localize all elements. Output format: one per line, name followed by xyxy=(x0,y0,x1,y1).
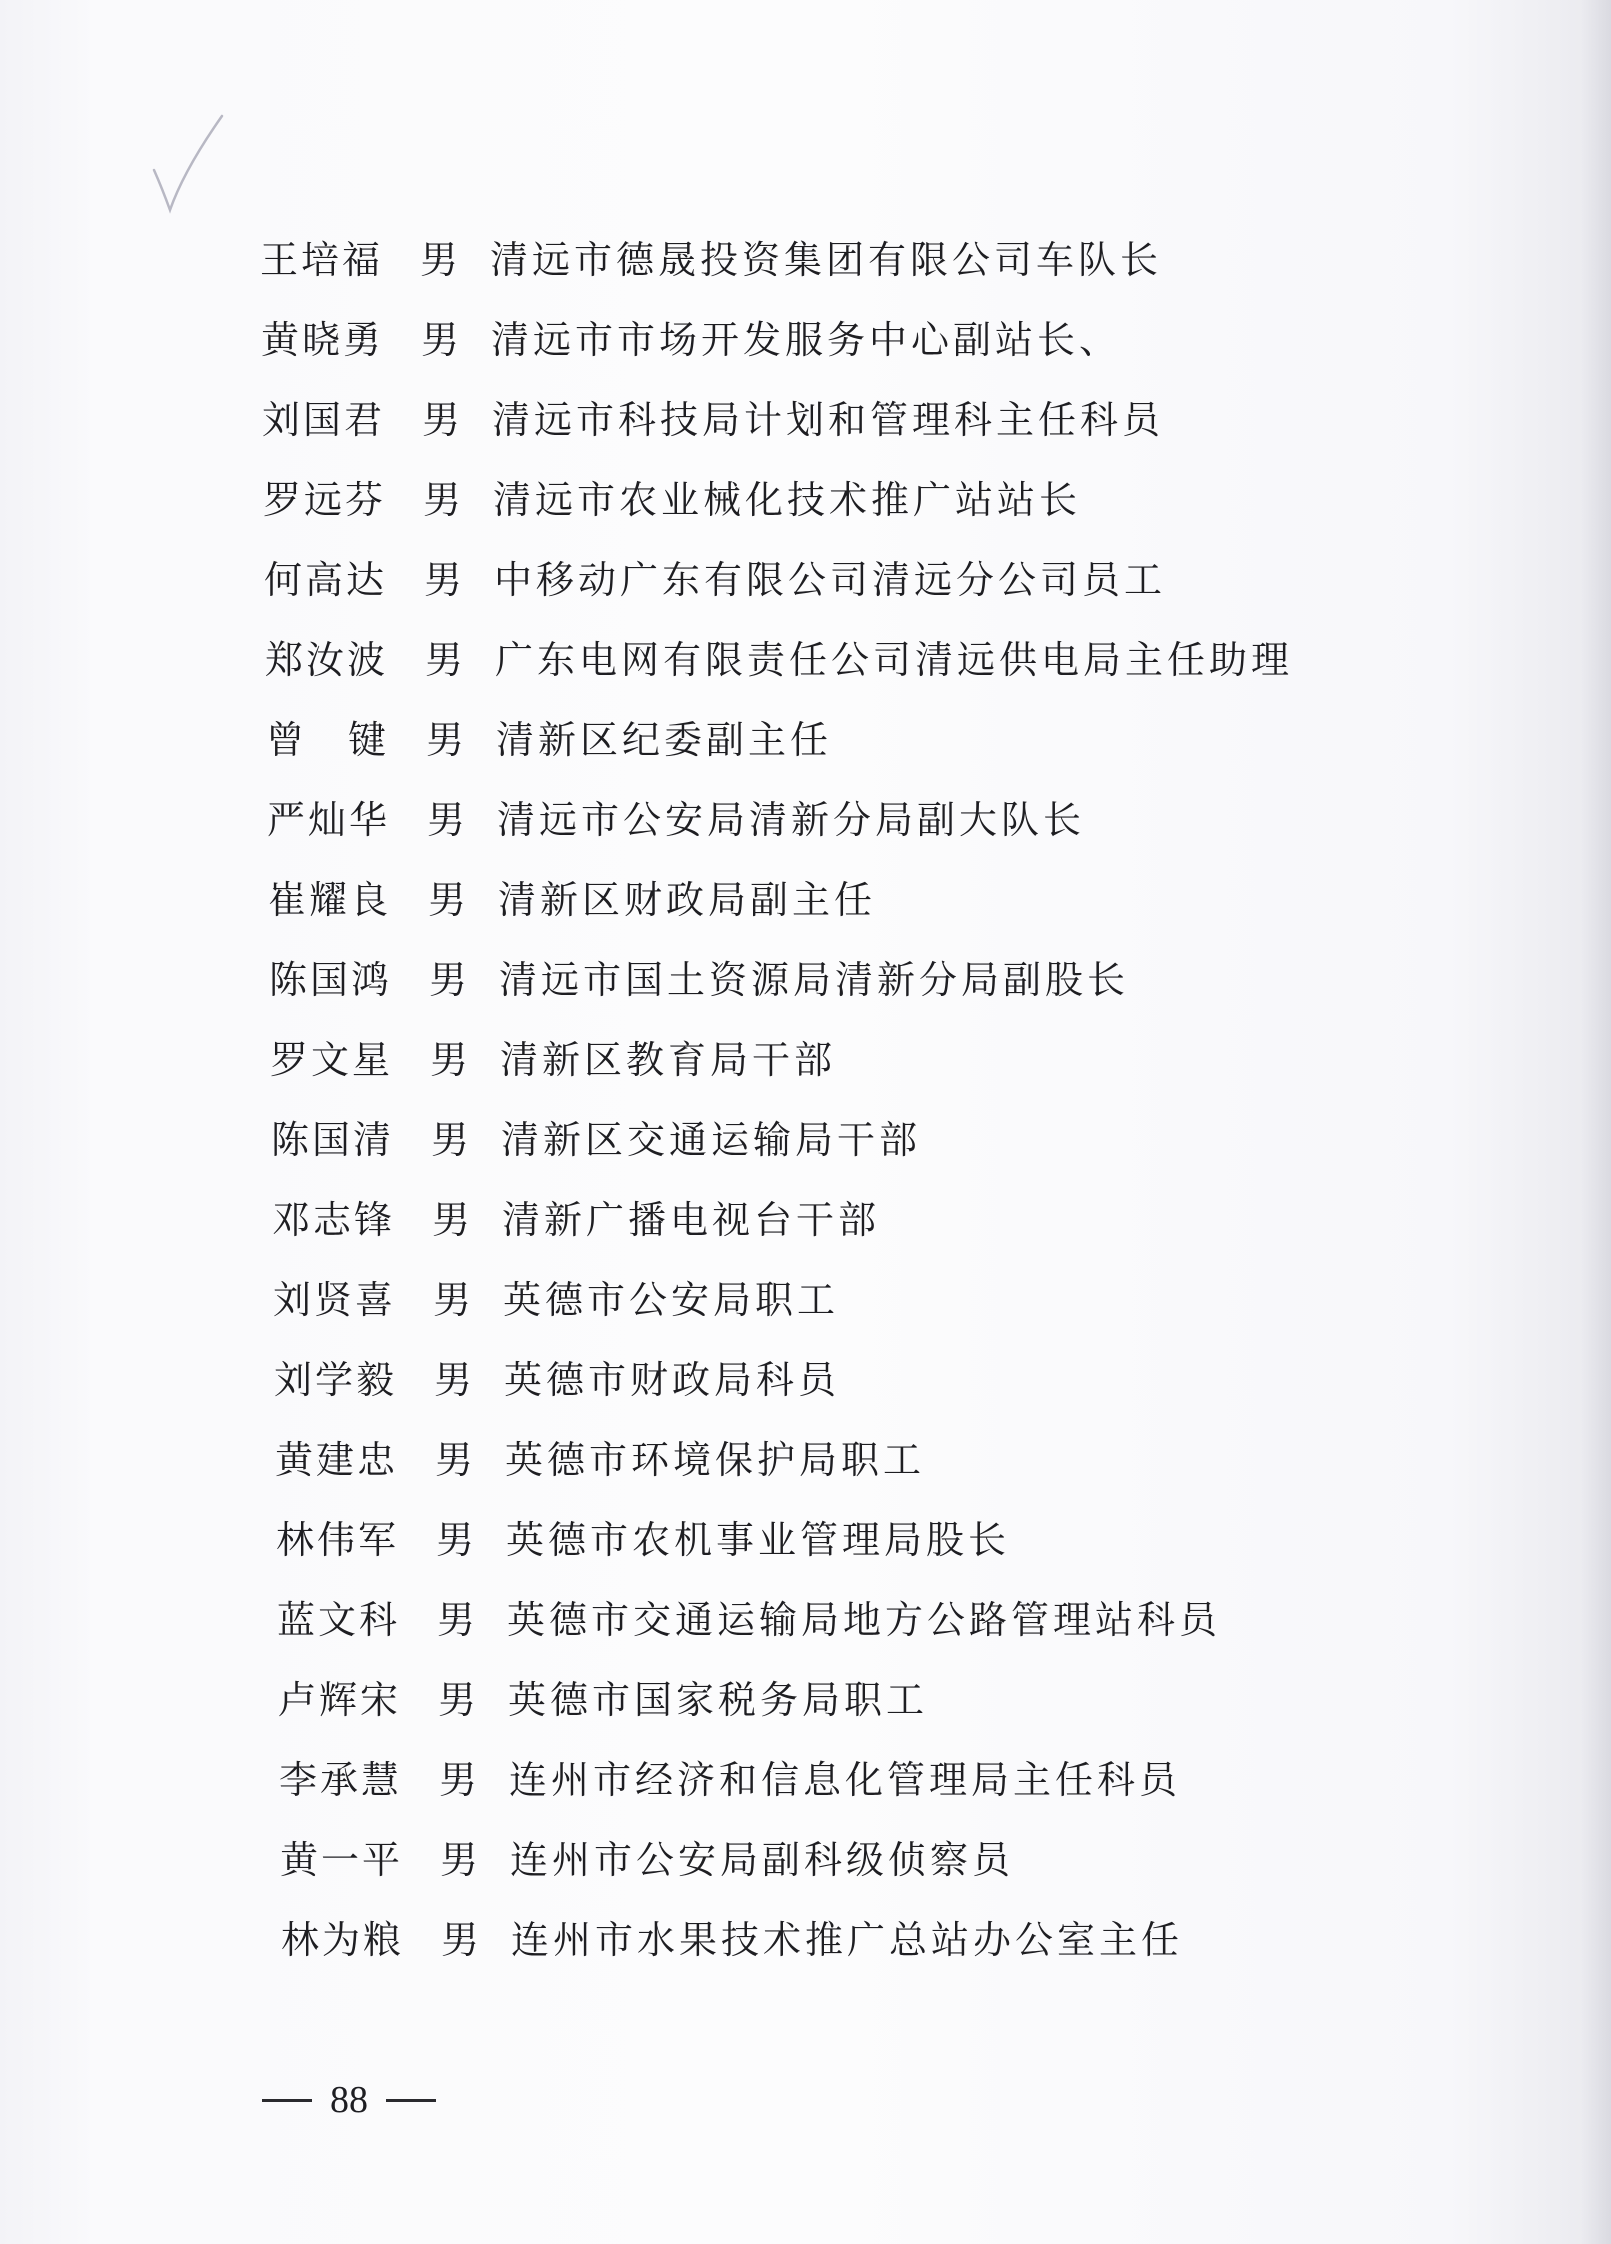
footer-dash-right xyxy=(386,2099,436,2102)
page-number: 88 xyxy=(330,2079,368,2121)
person-name: 黄一平 xyxy=(280,1837,400,1882)
person-position: 连州市经济和信息化管理局主任科员 xyxy=(509,1757,1182,1802)
person-position: 清新区纪委副主任 xyxy=(496,717,833,762)
person-gender: 男 xyxy=(433,1277,472,1322)
person-gender: 男 xyxy=(420,237,459,282)
person-position: 英德市国家税务局职工 xyxy=(508,1677,929,1722)
roster-entry xyxy=(280,1826,1014,1886)
person-gender: 男 xyxy=(424,557,463,602)
person-gender: 男 xyxy=(425,637,464,682)
person-position: 英德市公安局职工 xyxy=(503,1277,840,1322)
person-position: 英德市财政局科员 xyxy=(504,1357,841,1402)
person-position: 中移动广东有限公司清远分公司员工 xyxy=(494,557,1167,602)
person-gender: 男 xyxy=(421,317,460,362)
person-name: 王培福 xyxy=(260,237,380,282)
person-gender: 男 xyxy=(428,877,467,922)
person-position: 连州市公安局副科级侦察员 xyxy=(510,1837,1015,1882)
person-gender: 男 xyxy=(437,1597,476,1642)
roster-entry xyxy=(279,1746,1181,1806)
roster-entry xyxy=(264,546,1166,606)
person-position: 广东电网有限责任公司清远供电局主任助理 xyxy=(495,637,1294,682)
person-gender: 男 xyxy=(441,1917,480,1962)
person-gender: 男 xyxy=(438,1677,477,1722)
person-name: 何高达 xyxy=(264,557,384,602)
person-name: 曾 键 xyxy=(266,717,386,762)
person-gender: 男 xyxy=(423,477,462,522)
person-position: 清远市公安局清新分局副大队长 xyxy=(497,797,1086,842)
person-position: 清新广播电视台干部 xyxy=(502,1197,881,1242)
person-position: 清新区交通运输局干部 xyxy=(501,1117,922,1162)
person-position: 清远市农业械化技术推广站站长 xyxy=(493,477,1082,522)
person-name: 郑汝波 xyxy=(265,637,385,682)
person-position: 清新区教育局干部 xyxy=(500,1037,837,1082)
person-gender: 男 xyxy=(427,797,466,842)
person-name: 蓝文科 xyxy=(277,1597,397,1642)
person-name: 陈国清 xyxy=(271,1117,391,1162)
person-gender: 男 xyxy=(422,397,461,442)
person-position: 清远市市场开发服务中心副站长、 xyxy=(491,317,1122,362)
person-gender: 男 xyxy=(430,1037,469,1082)
roster-entry xyxy=(281,1906,1183,1966)
roster-entry xyxy=(274,1346,840,1406)
roster-entry xyxy=(270,1026,836,1086)
person-position: 英德市交通运输局地方公路管理站科员 xyxy=(507,1597,1222,1642)
roster-entry xyxy=(266,706,832,766)
roster-entry xyxy=(271,1106,921,1166)
roster-entry xyxy=(261,306,1121,366)
person-position: 清远市科技局计划和管理科主任科员 xyxy=(492,397,1165,442)
roster-entry xyxy=(265,626,1293,686)
roster-entry xyxy=(276,1506,1010,1566)
roster-entry xyxy=(267,786,1085,846)
roster-entry xyxy=(268,866,876,926)
person-name: 严灿华 xyxy=(267,797,387,842)
person-position: 清远市国土资源局清新分局副股长 xyxy=(499,957,1130,1002)
person-position: 清新区财政局副主任 xyxy=(498,877,877,922)
roster-entry xyxy=(277,1586,1221,1646)
roster-entry xyxy=(269,946,1129,1006)
person-name: 刘国君 xyxy=(262,397,382,442)
footer-dash-left xyxy=(262,2099,312,2102)
person-name: 林伟军 xyxy=(276,1517,396,1562)
roster-entry xyxy=(262,386,1164,446)
person-gender: 男 xyxy=(436,1517,475,1562)
person-name: 刘贤喜 xyxy=(273,1277,393,1322)
person-name: 林为粮 xyxy=(281,1917,401,1962)
person-gender: 男 xyxy=(435,1437,474,1482)
person-gender: 男 xyxy=(440,1837,479,1882)
person-name: 刘学毅 xyxy=(274,1357,394,1402)
roster-entry xyxy=(273,1266,839,1326)
roster-entry xyxy=(263,466,1081,526)
person-position: 英德市农机事业管理局股长 xyxy=(506,1517,1011,1562)
person-gender: 男 xyxy=(432,1197,471,1242)
roster-entry xyxy=(260,226,1162,286)
person-name: 黄建忠 xyxy=(275,1437,395,1482)
person-name: 卢辉宋 xyxy=(278,1677,398,1722)
roster-entry xyxy=(272,1186,880,1246)
person-position: 清远市德晟投资集团有限公司车队长 xyxy=(490,237,1163,282)
person-gender: 男 xyxy=(439,1757,478,1802)
person-name: 罗文星 xyxy=(270,1037,390,1082)
page-footer xyxy=(262,2070,436,2130)
person-gender: 男 xyxy=(426,717,465,762)
person-name: 黄晓勇 xyxy=(261,317,381,362)
person-position: 英德市环境保护局职工 xyxy=(505,1437,926,1482)
person-gender: 男 xyxy=(429,957,468,1002)
person-name: 陈国鸿 xyxy=(269,957,389,1002)
roster-entry xyxy=(278,1666,928,1726)
person-gender: 男 xyxy=(434,1357,473,1402)
person-position: 连州市水果技术推广总站办公室主任 xyxy=(511,1917,1184,1962)
roster-entry xyxy=(275,1426,925,1486)
person-name: 李承慧 xyxy=(279,1757,399,1802)
person-name: 崔耀良 xyxy=(268,877,388,922)
person-gender: 男 xyxy=(431,1117,470,1162)
person-name: 罗远芬 xyxy=(263,477,383,522)
person-name: 邓志锋 xyxy=(272,1197,392,1242)
